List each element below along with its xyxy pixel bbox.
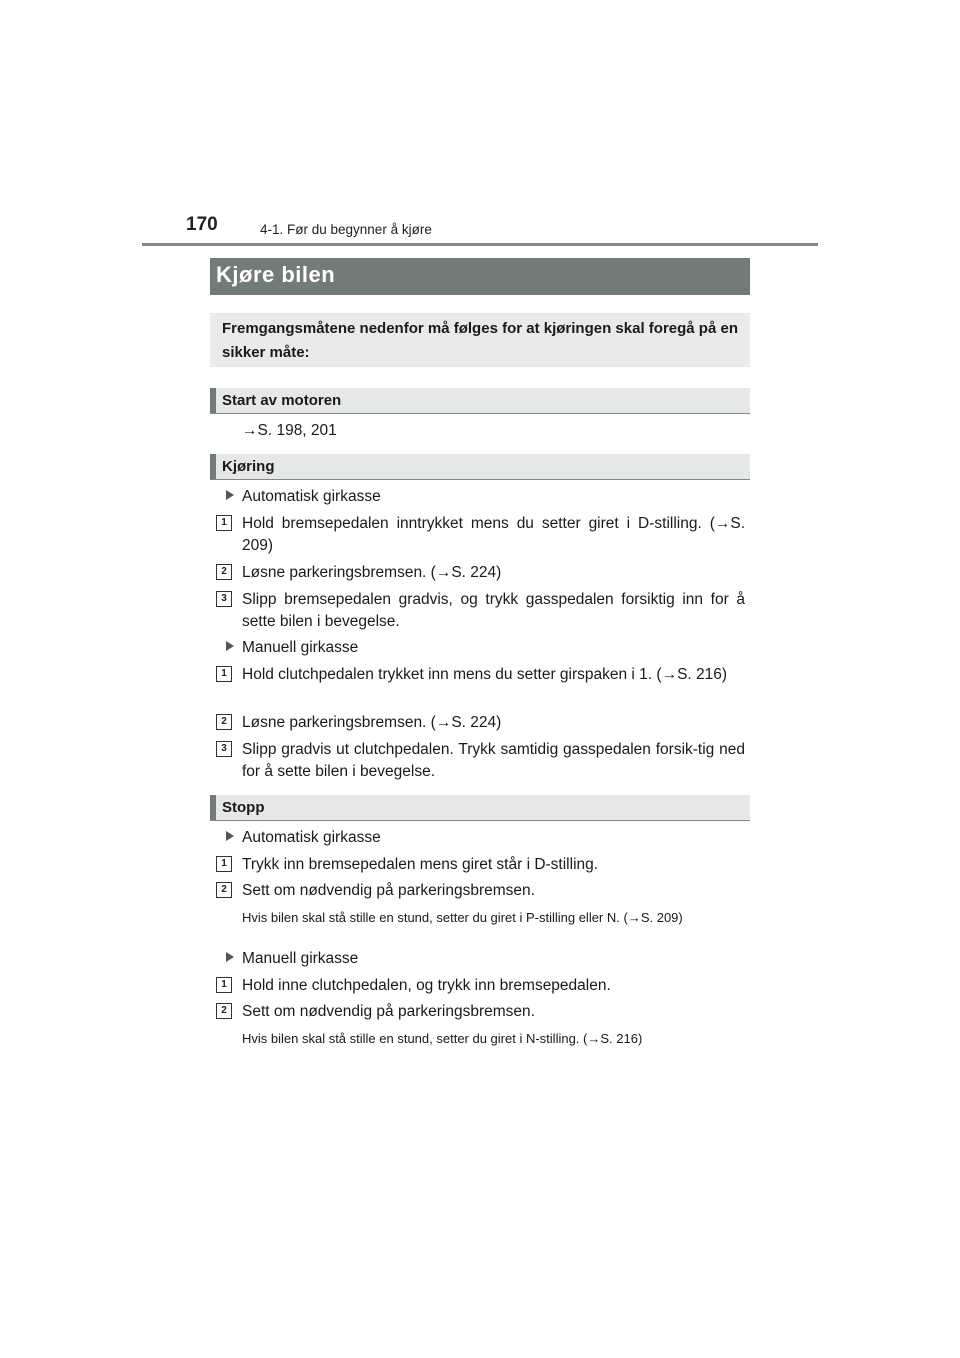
subheading-manual [226,637,358,659]
step-text: Hold inne clutchpedalen, og trykk inn bremsepedalen. [242,977,611,994]
subheading-label: Manuell girkasse [242,639,359,656]
page-number: 170 [186,214,218,235]
step-text: Slipp gradvis ut clutchpedalen. Trykk samtidig gasspedalen forsik-tig ned for å sette bilen i bevegelse. [242,741,745,780]
triangle-bullet-icon [226,641,234,651]
step-text: Løsne parkeringsbremsen. (→S. 224) [242,714,502,731]
section-heading-label: Kjøring [222,458,275,475]
note-text: Hvis bilen skal stå stille en stund, setter du giret i P-stilling eller N. (→S. 209) [242,910,683,925]
step-number-badge: 2 [216,882,232,898]
note-text: Hvis bilen skal stå stille en stund, setter du giret i N-stilling. (→S. 216) [242,1031,643,1046]
section-heading-stop [210,795,750,821]
step-text: Hold clutchpedalen trykket inn mens du setter girspaken i 1. (→S. 216) [242,666,728,683]
step-text: Sett om nødvendig på parkeringsbremsen. [242,1003,535,1020]
step-number-badge: 2 [216,564,232,580]
page-title-bar [210,258,750,295]
section-heading-driving [210,454,750,480]
subheading-label: Automatisk girkasse [242,488,381,505]
step-number-badge: 1 [216,856,232,872]
step-number-badge: 3 [216,741,232,757]
step-number-badge: 2 [216,714,232,730]
subheading-automatic [226,486,381,508]
subheading-manual [226,948,358,970]
step-number-badge: 1 [216,666,232,682]
section-heading-label: Stopp [222,799,265,816]
triangle-bullet-icon [226,831,234,841]
intro-text: Fremgangsmåtene nedenfor må følges for at kjøringen skal foregå på en sikker måte: [222,320,738,361]
step-text: Løsne parkeringsbremsen. (→S. 224) [242,564,502,581]
step-text: Hold bremsepedalen inntrykket mens du setter giret i D-stilling. (→S. 209) [242,515,745,554]
section-heading-label: Start av motoren [222,392,342,409]
header-divider [142,243,818,246]
chapter-title: 4-1. Før du begynner å kjøre [260,222,432,237]
step-text: Sett om nødvendig på parkeringsbremsen. [242,882,535,899]
subheading-label: Manuell girkasse [242,950,359,967]
subheading-label: Automatisk girkasse [242,829,381,846]
start-reference-link[interactable]: →S. 198, 201 [242,422,337,439]
page-title: Kjøre bilen [216,262,336,287]
step-number-badge: 3 [216,591,232,607]
triangle-bullet-icon [226,490,234,500]
triangle-bullet-icon [226,952,234,962]
intro-box [210,313,750,367]
step-text: Trykk inn bremsepedalen mens giret står i D-stilling. [242,856,599,873]
section-heading-start [210,388,750,414]
step-number-badge: 1 [216,515,232,531]
step-number-badge: 1 [216,977,232,993]
subheading-automatic [226,827,381,849]
step-number-badge: 2 [216,1003,232,1019]
step-text: Slipp bremsepedalen gradvis, og trykk gasspedalen forsiktig inn for å sette bilen i bevegelse. [242,591,745,630]
